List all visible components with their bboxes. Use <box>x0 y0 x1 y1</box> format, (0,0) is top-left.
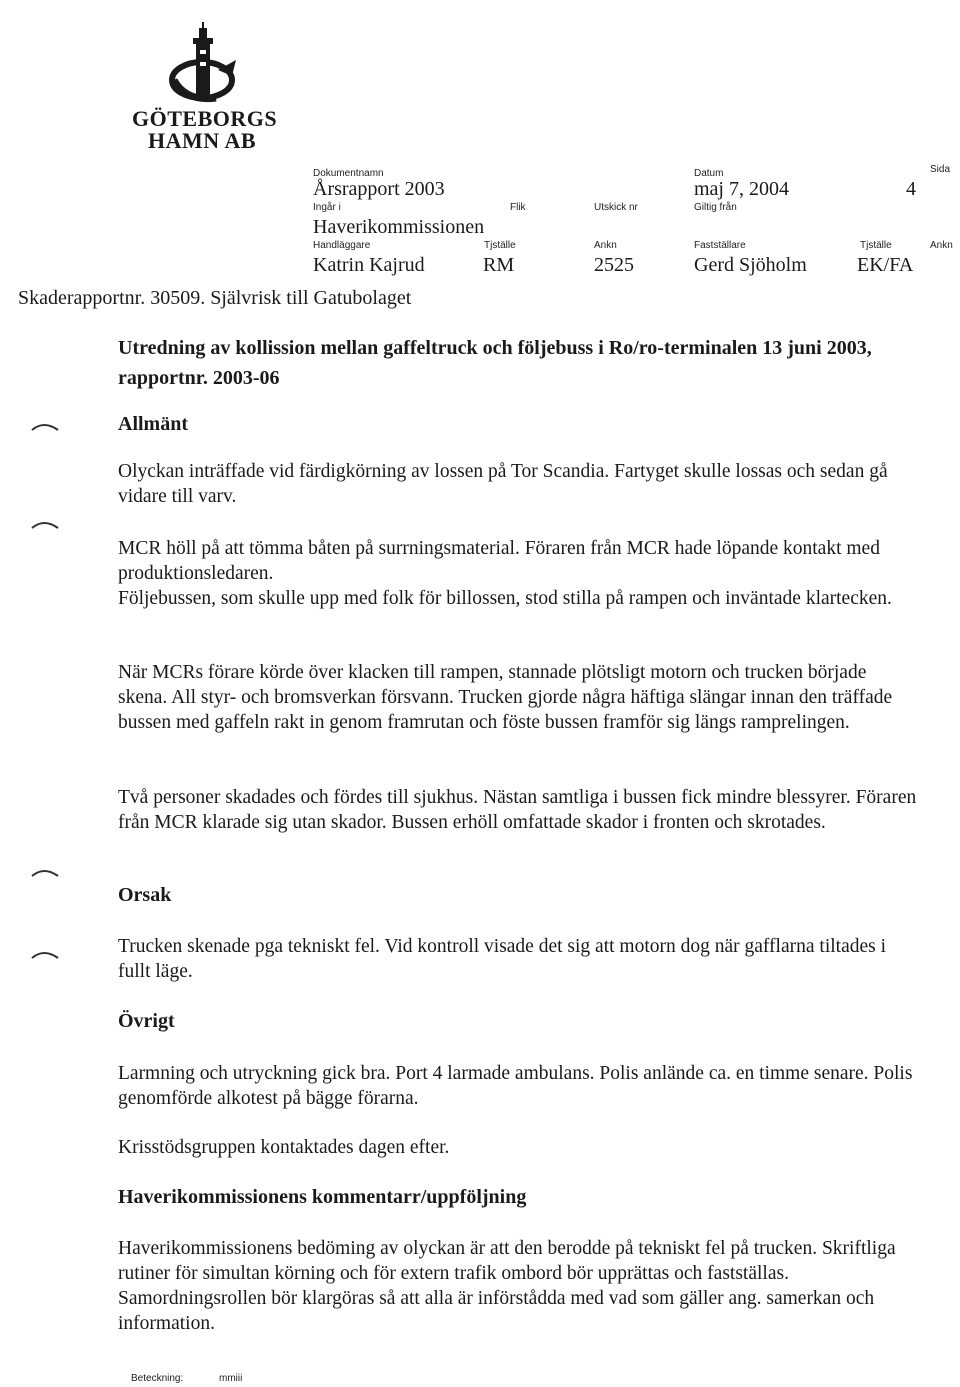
allmant-paragraph-3: Följebussen, som skulle upp med folk för billossen, stod stilla på rampen och inväntade klartecken. <box>118 588 892 609</box>
allmant-paragraph-4: När MCRs förare körde över klacken till rampen, stannade plötsligt motorn och trucken började skena. All styr- och bromsverkan försvann. Trucken gjorde några häftiga slängar innan den träffade bussen med gaffeln rakt in genom framrutan och föste bussen framför sig längs ramprelingen. <box>118 662 893 733</box>
datum-label: Datum <box>694 168 724 179</box>
ingar-label: Ingår i <box>313 202 341 213</box>
dokumentnamn-value: Årsrapport 2003 <box>313 178 445 200</box>
heading-kommentar: Haverikommissionens kommentarr/uppföljning <box>118 1186 527 1208</box>
heading-ovrigt: Övrigt <box>118 1010 175 1032</box>
margin-mark <box>30 518 60 532</box>
margin-mark <box>30 866 60 880</box>
datum-value: maj 7, 2004 <box>694 178 789 200</box>
beteckning-label: Beteckning: <box>131 1373 184 1384</box>
flik-label: Flik <box>510 202 526 213</box>
ankn-label: Ankn <box>594 240 617 251</box>
handlaggare-value: Katrin Kajrud <box>313 254 425 276</box>
utskick-label: Utskick nr <box>594 202 638 213</box>
faststallare-label: Fastställare <box>694 240 746 251</box>
tjstalle2-label: Tjställe <box>860 240 892 251</box>
allmant-paragraph-5: Två personer skadades och fördes till sjukhus. Nästan samtliga i bussen fick mindre blessyrer. Föraren från MCR klarade sig utan skador. Bussen erhöll omfattade skador i fronten och skrotades. <box>118 787 917 833</box>
margin-mark <box>30 948 60 962</box>
heading-orsak: Orsak <box>118 884 172 906</box>
giltig-label: Giltig från <box>694 202 737 213</box>
orsak-paragraph-1: Trucken skenade pga tekniskt fel. Vid kontroll visade det sig att motorn dog när gafflarna tiltades i fullt läge. <box>118 936 887 982</box>
margin-mark <box>30 420 60 434</box>
ingar-value: Haverikommissionen <box>313 216 485 238</box>
kommentar-paragraph-1: Haverikommissionens bedöming av olyckan är att den berodde på tekniskt fel på trucken. Skriftliga rutiner för simultan körning och för extern trafik ombord bör upprättas och fastställas. Samordningsrollen bör klargöras så att alla är införstådda med vad som gäller ang. samerkan och information. <box>118 1238 896 1334</box>
ovrigt-paragraph-2: Krisstödsgruppen kontaktades dagen efter. <box>118 1137 450 1158</box>
subheader: Skaderapportnr. 30509. Självrisk till Gatubolaget <box>18 287 412 309</box>
faststallare-value: Gerd Sjöholm <box>694 254 807 276</box>
logo-line2: HAMN AB <box>148 128 256 153</box>
tjstalle2-value: EK/FA <box>857 254 914 276</box>
heading-allmant: Allmänt <box>118 413 188 435</box>
logo-line1: GÖTEBORGS <box>132 106 278 131</box>
dokumentnamn-label: Dokumentnamn <box>313 168 384 179</box>
sida-value: 4 <box>906 178 916 200</box>
allmant-paragraph-1: Olyckan inträffade vid färdigkörning av lossen på Tor Scandia. Fartyget skulle lossas och sedan gå vidare till varv. <box>118 461 888 507</box>
page-title: Utredning av kollission mellan gaffeltruck och följebuss i Ro/ro-terminalen 13 juni 2003, rapportnr. 2003-06 <box>118 337 872 389</box>
tjstalle-value: RM <box>483 254 515 276</box>
tjstalle-label: Tjställe <box>484 240 516 251</box>
ovrigt-paragraph-1: Larmning och utryckning gick bra. Port 4 larmade ambulans. Polis anlände ca. en timme senare. Polis genomförde alkotest på bägge förarna. <box>118 1063 913 1109</box>
ankn2-label: Ankn <box>930 240 953 251</box>
allmant-paragraph-2: MCR höll på att tömma båten på surrningsmaterial. Föraren från MCR hade löpande kontakt med produktionsledaren. <box>118 538 880 584</box>
beteckning-value: mmiii <box>219 1373 243 1384</box>
handlaggare-label: Handläggare <box>313 240 371 251</box>
sida-label: Sida <box>930 164 951 175</box>
company-logo <box>166 20 246 110</box>
ankn-value: 2525 <box>594 254 634 276</box>
